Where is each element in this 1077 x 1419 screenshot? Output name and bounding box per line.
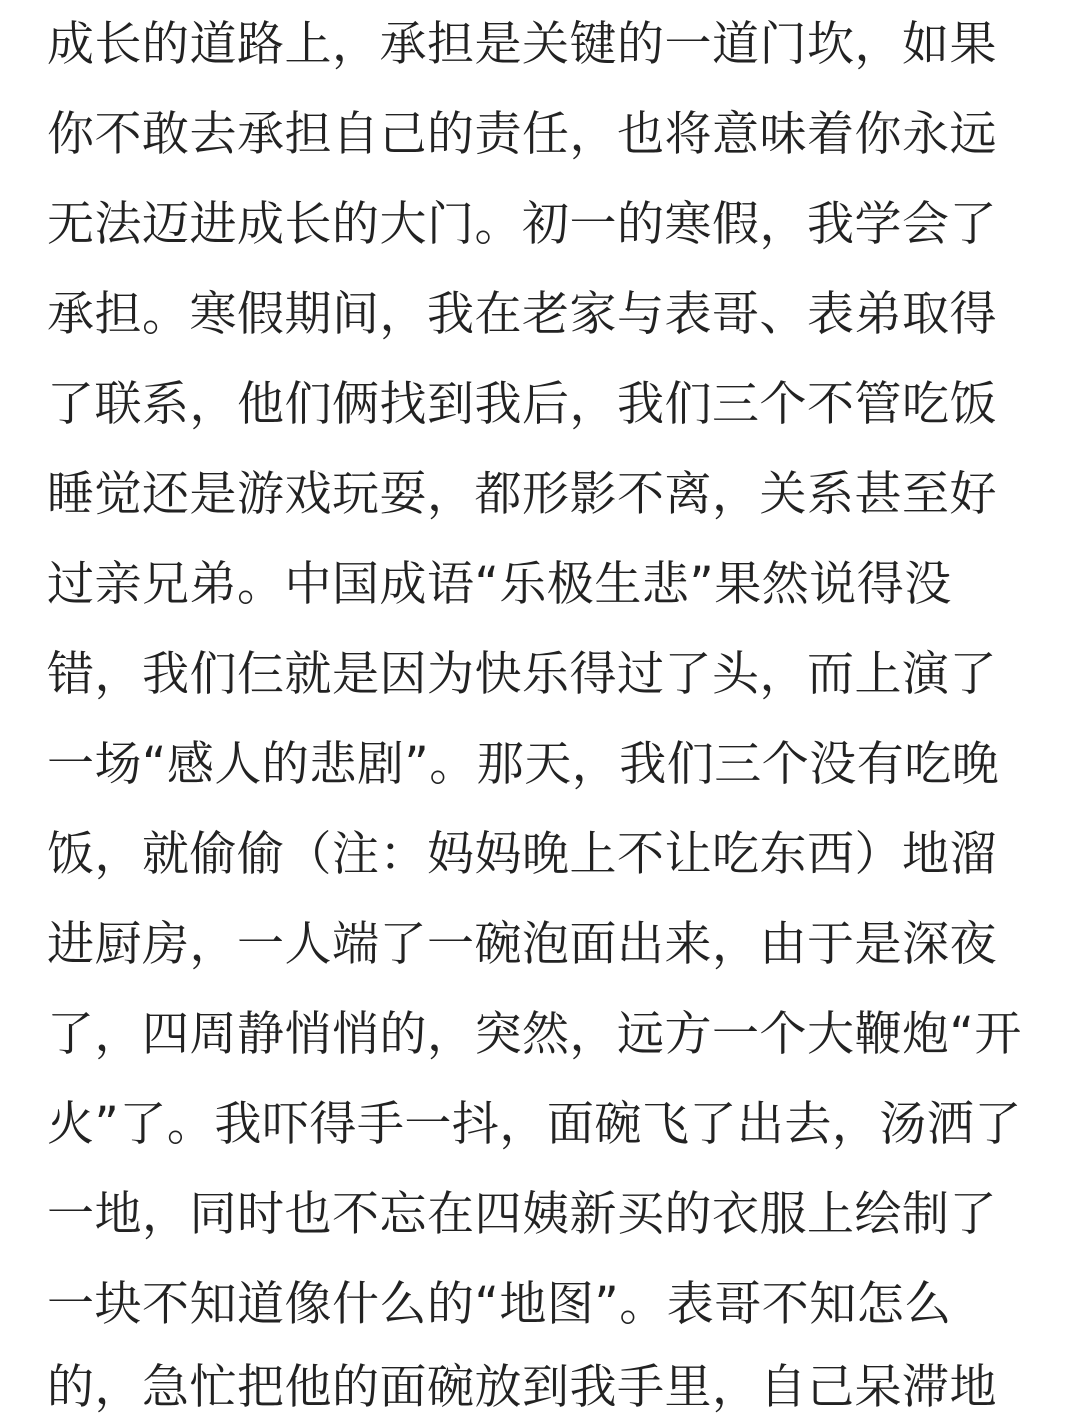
text-line: 火”了。我吓得手一抖，面碗飞了出去，汤洒了	[47, 1097, 1022, 1152]
text-line: 的，急忙把他的面碗放到我手里，自己呆滞地	[47, 1360, 997, 1415]
text-line: 成长的道路上，承担是关键的一道门坎，如果	[47, 17, 997, 72]
text-line: 无法迈进成长的大门。初一的寒假，我学会了	[47, 197, 997, 252]
text-line: 承担。寒假期间，我在老家与表哥、表弟取得	[47, 287, 997, 342]
text-line: 一块不知道像什么的“地图”。表哥不知怎么	[47, 1277, 952, 1332]
text-line: 睡觉还是游戏玩耍，都形影不离，关系甚至好	[47, 467, 997, 522]
text-line: 进厨房，一人端了一碗泡面出来，由于是深夜	[47, 917, 997, 972]
text-line: 你不敢去承担自己的责任，也将意味着你永远	[47, 107, 997, 162]
text-line: 了联系，他们俩找到我后，我们三个不管吃饭	[47, 377, 997, 432]
text-line: 饭，就偷偷（注：妈妈晚上不让吃东西）地溜	[47, 827, 997, 882]
text-line: 一地，同时也不忘在四姨新买的衣服上绘制了	[47, 1187, 997, 1242]
text-line: 了，四周静悄悄的，突然，远方一个大鞭炮“开	[47, 1007, 1022, 1062]
text-line: 错，我们仨就是因为快乐得过了头，而上演了	[47, 647, 997, 702]
text-line: 过亲兄弟。中国成语“乐极生悲”果然说得没	[47, 557, 952, 612]
text-line: 一场“感人的悲剧”。那天，我们三个没有吃晚	[47, 737, 1000, 792]
